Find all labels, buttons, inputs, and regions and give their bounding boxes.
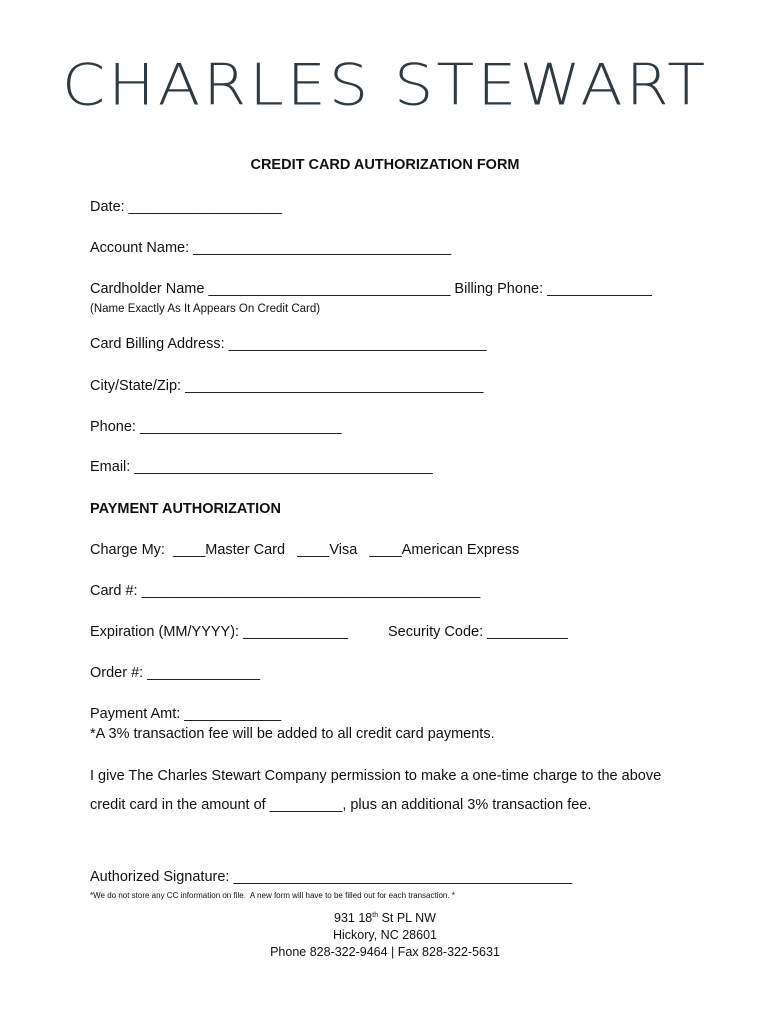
form-title: CREDIT CARD AUTHORIZATION FORM (250, 157, 520, 173)
security-code-field[interactable]: Security Code: __________ (388, 624, 568, 640)
city-state-zip-field[interactable]: City/State/Zip: _____________________________________ (90, 378, 484, 394)
footer-city: Hickory, NC 28601 (333, 928, 437, 942)
cardholder-name-field[interactable]: Cardholder Name ______________________________ Billing Phone: _____________ (90, 281, 652, 297)
order-number-field[interactable]: Order #: ______________ (90, 665, 261, 681)
authorized-signature-field[interactable]: Authorized Signature: __________________________________________ (90, 869, 573, 885)
card-number-field[interactable]: Card #: __________________________________________ (90, 583, 481, 599)
footer-street-suffix: th (372, 911, 379, 919)
footer-street-number: 931 18 (334, 911, 373, 925)
phone-field[interactable]: Phone: _________________________ (90, 419, 342, 435)
transaction-fee-note: *A 3% transaction fee will be added to all credit card payments. (90, 726, 495, 742)
footer-phones: Phone 828-322-9464 | Fax 828-322-5631 (270, 945, 500, 959)
footer-street-rest: St PL NW (378, 911, 436, 925)
company-logo: CHARLES STEWART (61, 50, 709, 119)
date-field[interactable]: Date: ___________________ (90, 199, 282, 215)
charge-my-options[interactable]: Charge My: ____Master Card ____Visa ____American Express (90, 542, 520, 558)
payment-heading: PAYMENT AUTHORIZATION (90, 501, 281, 517)
account-name-field[interactable]: Account Name: ________________________________ (90, 240, 452, 256)
billing-address-field[interactable]: Card Billing Address: ________________________________ (90, 336, 487, 352)
payment-amount-field[interactable]: Payment Amt: ____________ (90, 706, 282, 722)
storage-disclaimer: *We do not store any CC information on file. A new form will have to be filled out for each transaction. * (90, 891, 455, 900)
permission-amount-field[interactable]: credit card in the amount of _________, plus an additional 3% transaction fee. (90, 797, 592, 813)
footer-street (0, 910, 770, 926)
email-field[interactable]: Email: _____________________________________ (90, 459, 433, 475)
cardholder-name-note: (Name Exactly As It Appears On Credit Card) (90, 303, 321, 315)
permission-text-line1: I give The Charles Stewart Company permission to make a one-time charge to the above (90, 768, 662, 784)
expiration-field[interactable]: Expiration (MM/YYYY): _____________ (90, 624, 348, 640)
